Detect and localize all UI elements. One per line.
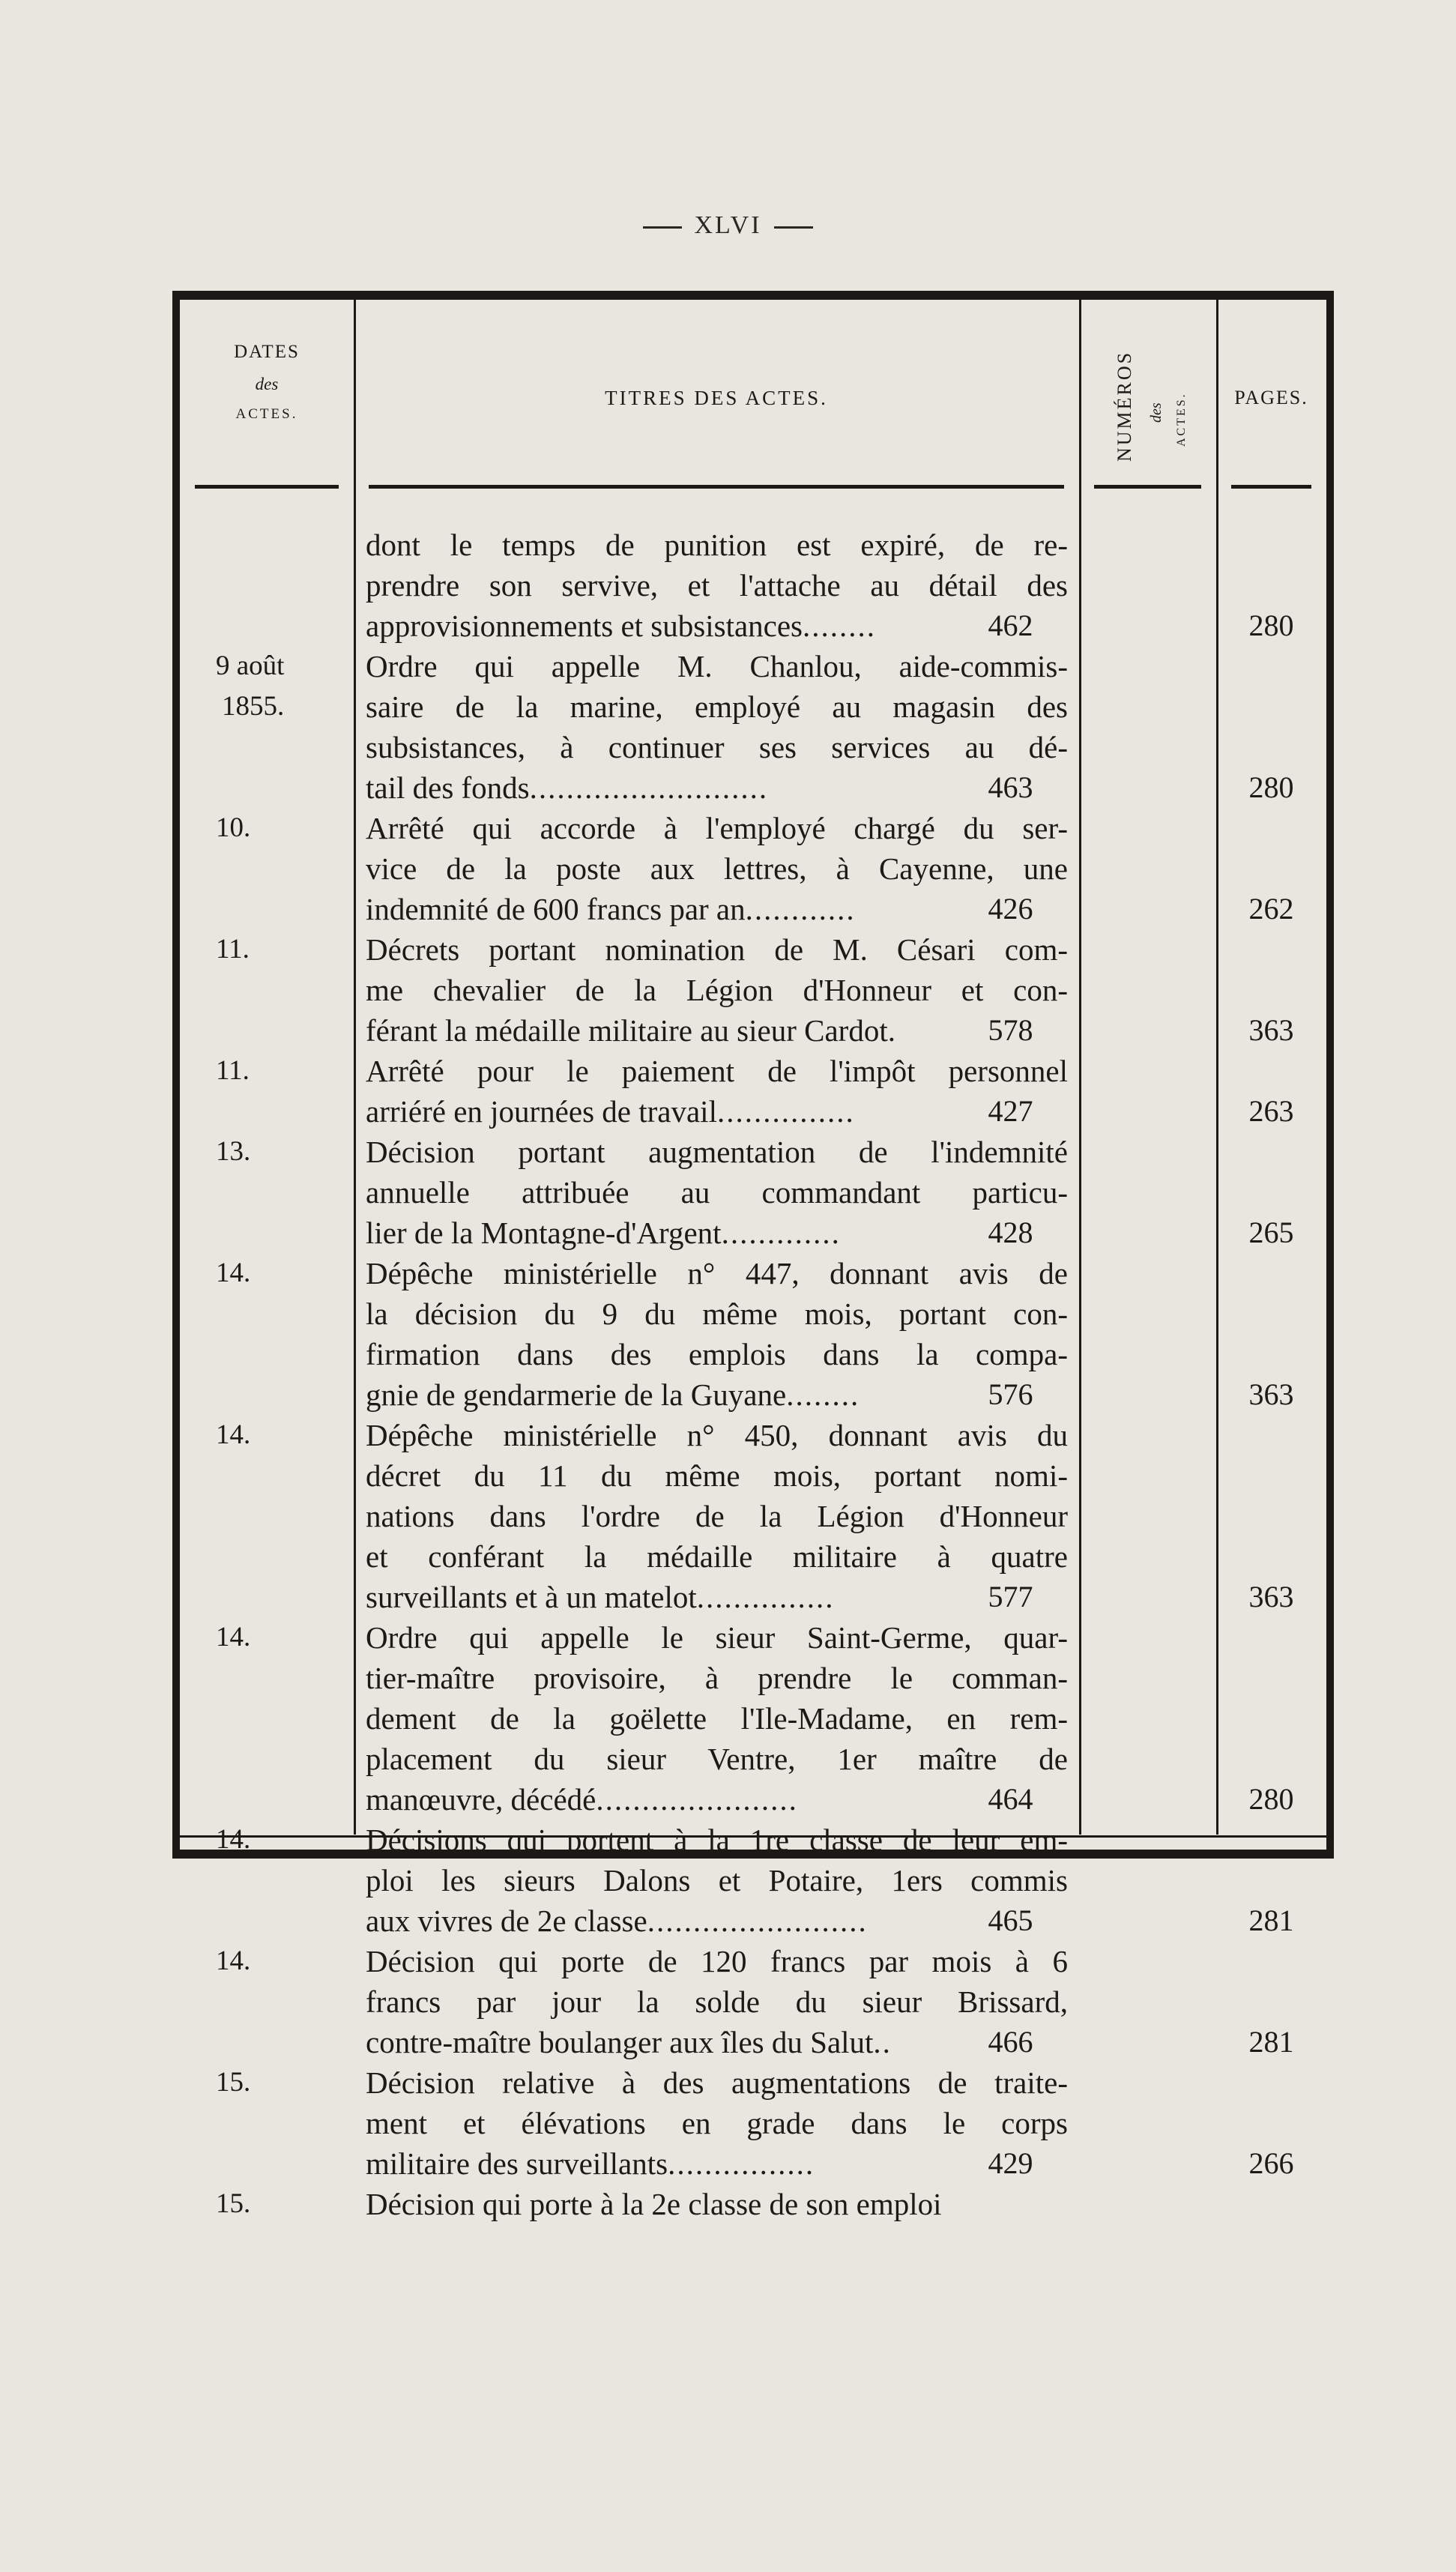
leader-dots: ............ [745,892,856,926]
leader-dots: .. [873,2025,892,2059]
act-date-line: 15. [216,2067,251,2098]
header-dates-actes: ACTES. [235,406,298,422]
table-row [180,2062,1326,2184]
act-page: 280 [1248,770,1294,804]
act-title-line: Décrets portant nomination de M. Césari com- [366,932,1068,967]
act-title-line: annuelle attribuée au commandant particu- [366,1175,1068,1210]
leader-dots: .......................... [529,770,769,805]
act-page: 262 [1248,892,1294,926]
header-dash-left [643,226,682,229]
leader-dots: ............. [721,1216,841,1250]
act-page: 280 [1248,609,1294,642]
act-page: 281 [1248,2025,1294,2059]
act-page: 281 [1248,1904,1294,1937]
act-date-line: 14. [216,1824,251,1855]
header-pages-column [1216,300,1326,489]
act-page: 263 [1248,1094,1294,1128]
header-rule-pages [1231,485,1311,489]
header-titles-label: TITRES DES ACTES. [605,387,828,409]
act-title-line: Dépêche ministérielle n° 450, donnant avis du [366,1418,1068,1452]
act-date-line: 14. [216,1258,251,1288]
act-title-line: arriéré en journées de travail............... [366,1094,855,1129]
act-title-line: Arrêté qui accorde à l'employé chargé du ser- [366,811,1068,845]
act-title-line: Ordre qui appelle le sieur Saint-Germe, quar- [366,1620,1068,1655]
act-title-line: francs par jour la solde du sieur Brissard, [366,1984,1068,2019]
act-date-line: 15. [216,2188,251,2219]
act-page: 266 [1248,2146,1294,2180]
table-row [180,929,1326,1051]
header-pages-label: PAGES. [1234,387,1308,408]
act-title-line: Arrêté pour le paiement de l'impôt personnel [366,1054,1068,1088]
act-title-line: Décisions qui portent à la 1re classe de leur em- [366,1823,1068,1857]
table-row [180,1941,1326,2062]
act-title-line: aux vivres de 2e classe........................ [366,1904,868,1938]
act-date [180,929,354,970]
header-dates-label: DATES [234,342,300,362]
act-title-line: ploi les sieurs Dalons et Potaire, 1ers commis [366,1863,1068,1898]
act-number: 576 [988,1377,1033,1411]
page-header [0,211,1456,240]
table-row [180,525,1326,646]
act-page: 363 [1248,1013,1294,1047]
leader-dots: ........................ [647,1904,868,1938]
act-title-line: placement du sieur Ventre, 1er maître de [366,1742,1068,1776]
act-number: 427 [988,1094,1033,1128]
header-titles-column [354,300,1079,489]
leader-dots: ............... [696,1580,835,1614]
act-page: 265 [1248,1216,1294,1249]
act-title-line: nations dans l'ordre de la Légion d'Honneur [366,1499,1068,1533]
act-number: 578 [988,1013,1033,1047]
header-rule-numeros [1094,485,1201,489]
header-dash-right [774,226,813,229]
act-title-line: et conférant la médaille militaire à quatre [366,1539,1068,1574]
table-row [180,1617,1326,1820]
act-page: 363 [1248,1580,1294,1613]
act-date [180,808,354,848]
act-date [180,1941,354,1981]
act-date [180,646,354,727]
table-row [180,1253,1326,1415]
leader-dots: ............... [716,1094,855,1129]
table-row [180,1415,1326,1617]
act-number: 466 [988,2025,1033,2059]
act-date-line: 14. [216,1419,251,1450]
act-date [180,1617,354,1658]
header-dates-des: des [255,375,279,393]
act-date [180,1132,354,1172]
header-numeros-des: des [1148,402,1165,423]
act-number: 429 [988,2146,1033,2180]
act-date [180,1051,354,1091]
act-number: 426 [988,892,1033,926]
act-number: 464 [988,1782,1033,1816]
act-title-line: la décision du 9 du même mois, portant con- [366,1296,1068,1331]
acts-table [172,291,1334,2221]
act-title-line: dont le temps de punition est expiré, de re- [366,528,1068,562]
leader-dots: ...................... [596,1782,798,1817]
table-row [180,1820,1326,1941]
act-title-line: Décision portant augmentation de l'indemnité [366,1135,1068,1169]
act-date-line: 11. [216,1055,250,1086]
act-title-line: Dépêche ministérielle n° 447, donnant avis de [366,1256,1068,1290]
act-date [180,1253,354,1293]
act-title-line: indemnité de 600 francs par an............ [366,892,856,926]
act-title-line: militaire des surveillants................ [366,2146,815,2181]
act-title-line: Décision relative à des augmentations de traite- [366,2065,1068,2100]
act-date-line: 13. [216,1136,251,1167]
act-title-line: dement de la goëlette l'Ile-Madame, en rem- [366,1701,1068,1736]
act-number: 462 [988,609,1033,642]
table-body [180,525,1326,2224]
table-row [180,646,1326,808]
page-number-roman: XLVI [694,211,762,239]
act-title-line: gnie de gendarmerie de la Guyane........ [366,1377,860,1412]
header-rule-titles [369,485,1064,489]
table-row [180,808,1326,929]
act-title-line: férant la médaille militaire au sieur Cardot. [366,1013,895,1048]
act-title-line: approvisionnements et subsistances........ [366,609,877,643]
act-title-line: décret du 11 du même mois, portant nomi- [366,1458,1068,1493]
header-numeros-label: NUMÉROS [1114,350,1135,462]
header-rule-dates [195,485,339,489]
header-numeros-actes: ACTES. [1175,392,1188,447]
table-row [180,1051,1326,1132]
act-title-line: subsistances, à continuer ses services au dé- [366,730,1068,764]
act-title-line: tail des fonds.......................... [366,770,769,805]
act-number: 463 [988,770,1033,804]
act-page: 280 [1248,1782,1294,1816]
act-date [180,2184,354,2224]
act-page: 363 [1248,1377,1294,1411]
act-title-line: manœuvre, décédé...................... [366,1782,798,1817]
act-title-line: surveillants et à un matelot............... [366,1580,835,1614]
table-row [180,2184,1326,2224]
act-title-line: Ordre qui appelle M. Chanlou, aide-commis- [366,649,1068,683]
act-title-line: ment et élévations en grade dans le corps [366,2106,1068,2140]
header-dates-column [180,300,354,489]
act-title-line: firmation dans des emplois dans la compa- [366,1337,1068,1371]
act-date-line: 9 août [216,650,285,681]
act-title-line: saire de la marine, employé au magasin des [366,689,1068,724]
act-date-line: 10. [216,812,251,843]
leader-dots: ................ [668,2146,815,2181]
act-number: 465 [988,1904,1033,1937]
act-date-year: 1855. [222,691,285,722]
act-date-line: 14. [216,1622,251,1652]
act-title-line: prendre son servive, et l'attache au détail des [366,568,1068,603]
act-date-line: 11. [216,934,250,964]
leader-dots: ........ [803,609,877,643]
act-title-line: Décision qui porte de 120 francs par mois à 6 [366,1944,1068,1978]
act-date [180,2062,354,2103]
act-title-line: contre-maître boulanger aux îles du Salut.. [366,2025,892,2059]
act-title-line: Décision qui porte à la 2e classe de son emploi [366,2187,942,2221]
act-title [366,2184,1068,2224]
act-date-line: 14. [216,1945,251,1976]
act-title-line: lier de la Montagne-d'Argent............. [366,1216,841,1250]
act-title-line: tier-maître provisoire, à prendre le comman- [366,1661,1068,1695]
act-date [180,1415,354,1455]
leader-dots: ........ [786,1377,860,1412]
act-number: 428 [988,1216,1033,1249]
table-row [180,1132,1326,1253]
act-date [180,1820,354,1860]
act-title-line: vice de la poste aux lettres, à Cayenne, une [366,851,1068,886]
act-number: 577 [988,1580,1033,1613]
header-numeros-column [1079,300,1216,489]
act-title-line: me chevalier de la Légion d'Honneur et con- [366,973,1068,1007]
